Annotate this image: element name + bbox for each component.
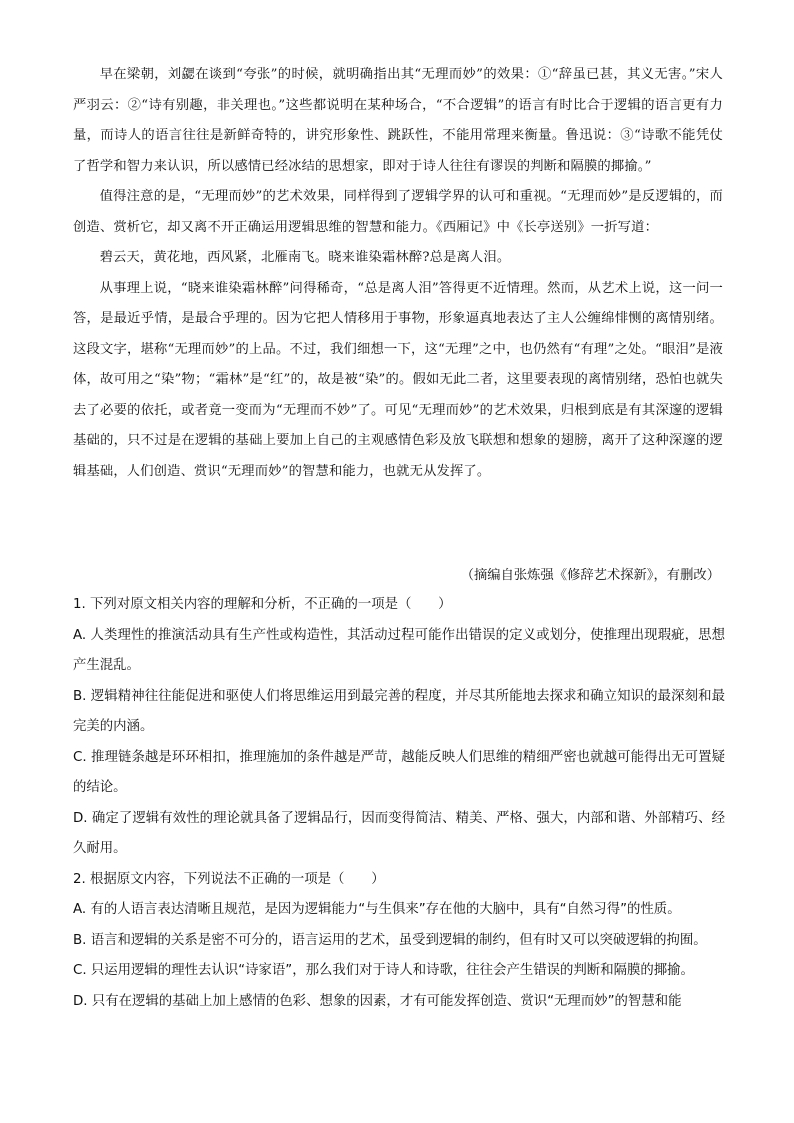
passage-paragraph-1: 早在梁朝，刘勰在谈到“夸张”的时候，就明确指出其“无理而妙”的效果：①“辞虽已甚，其义无害。”宋人严羽云：②“诗有别趣，非关理也。”这些都说明在某种场合，“不合逻辑”的语言有时比合于逻辑的语言更有力量，而诗人的语言往往是新鲜奇特的，讲究形象性、跳跃性，不能用常理来衡量。鲁迅说：③“诗歌不能凭仗了哲学和智力来认识，所以感情已经冰结的思想家，即对于诗人往往有谬误的判断和隔膜的揶揄。”: [73, 67, 723, 174]
question-2-option-b: B. 语言和逻辑的关系是密不可分的，语言运用的艺术，虽受到逻辑的制约，但有时又可以突破逻辑的拘囿。: [73, 932, 707, 948]
passage-source-citation: （摘编自张炼强《修辞艺术探新》，有删改）: [460, 568, 720, 583]
passage-paragraph-2: 值得注意的是，“无理而妙”的艺术效果，同样得到了逻辑学界的认可和重视。“无理而妙”是反逻辑的，而创造、赏析它，却又离不开正确运用逻辑思维的智慧和能力。《西厢记》中《长亭送别》一折写道：: [73, 189, 723, 235]
question-1-stem: 1. 下列对原文相关内容的理解和分析，不正确的一项是（ ）: [73, 597, 452, 612]
question-section: [73, 590, 725, 1017]
passage-paragraph-4: 从事理上说，“晓来谁染霜林醉”问得稀奇，“总是离人泪”答得更不近情理。然而，从艺术上说，这一问一答，是最近乎情，是最合乎理的。因为它把人情移用于事物，形象逼真地表达了主人公缠绵悱恻的离情别绪。这段文字，堪称“无理而妙”的上品。不过，我们细想一下，这“无理”之中，也仍然有“有理”之处。“眼泪”是液体，故可用之“染”物；“霜林”是“红”的，故是被“染”的。假如无此二者，这里要表现的离情别绪，恐怕也就失去了必要的依托，或者竟一变而为“无理而不妙”了。可见“无理而妙”的艺术效果，归根到底是有其深邃的逻辑基础的，只不过是在逻辑的基础上要加上自己的主观感情色彩及放飞联想和想象的翅膀，离开了这种深邃的逻辑基础，人们创造、赏识“无理而妙”的智慧和能力，也就无从发挥了。: [73, 280, 723, 479]
passage-verse-quote: 碧云天，黄花地，西风紧，北雁南飞。晓来谁染霜林醉?总是离人泪。: [99, 250, 511, 265]
question-1-option-d: D. 确定了逻辑有效性的理论就具备了逻辑品行，因而变得简洁、精美、严格、强大，内部和谐、外部精巧、经久耐用。: [73, 810, 725, 856]
question-2-stem: 2. 根据原文内容，下列说法不正确的一项是（ ）: [73, 871, 385, 887]
question-2-option-c: C. 只运用逻辑的理性去认识“诗家语”，那么我们对于诗人和诗歌，往往会产生错误的判断和隔膜的揶揄。: [73, 963, 694, 978]
question-2-option-a: A. 有的人语言表达清晰且规范，是因为逻辑能力“与生俱来”存在他的大脑中，具有“自然习得”的性质。: [73, 902, 681, 917]
question-1-option-b: B. 逻辑精神往往能促进和驱使人们将思维运用到最完善的程度，并尽其所能地去探求和确立知识的最深刻和最完美的内涵。: [73, 688, 725, 734]
question-1-option-c: C. 推理链条越是环环相扣，推理施加的条件越是严苛，越能反映人们思维的精细严密也就越可能得出无可置疑的结论。: [73, 749, 725, 795]
question-1-option-a: A. 人类理性的推演活动具有生产性或构造性，其活动过程可能作出错误的定义或划分，使推理出现瑕疵，思想产生混乱。: [73, 627, 725, 673]
reading-passage: [73, 60, 723, 487]
question-2-option-d: D. 只有在逻辑的基础上加上感情的色彩、想象的因素，才有可能发挥创造、赏识“无理而妙”的智慧和能: [73, 993, 682, 1009]
